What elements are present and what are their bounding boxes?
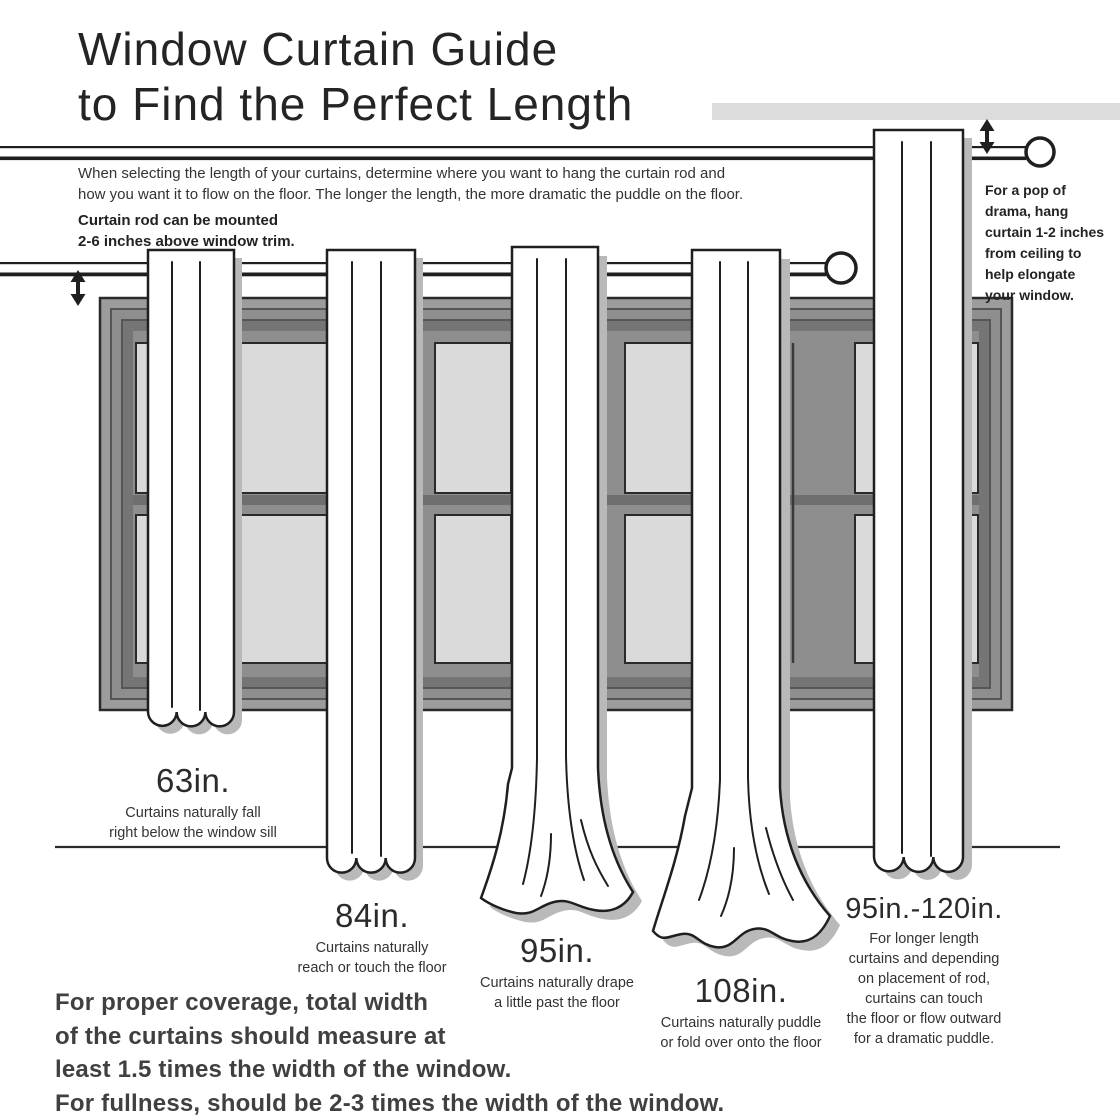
length-desc-line: on placement of rod, [857,971,991,987]
length-desc-line: Curtains naturally drape [480,975,634,991]
intro-line2: how you want it to flow on the floor. The longer the length, the more dramatic the puddle on the floor. [78,186,744,203]
length-desc-line: the floor or flow outward [846,1011,1002,1027]
length-desc-line: Curtains naturally puddle [660,1015,822,1031]
ceiling-gap-arrow-icon [980,119,995,154]
length-desc-line: Curtains naturally [315,940,429,956]
length-desc-line: right below the window sill [109,825,277,841]
page-title [78,22,633,132]
ceiling-rod-top-line [0,146,1026,148]
window-pane [625,515,700,663]
length-desc-line: a little past the floor [494,995,620,1011]
ceiling-rod-bottom-line [0,157,1026,161]
coverage-note [55,986,724,1120]
window-pane [625,343,700,493]
curtain-63in [148,250,242,734]
intro-line1: When selecting the length of your curtains, determine where you want to hang the curtain rod and [78,165,726,182]
ceiling-note-line: drama, hang [985,203,1069,219]
rod-mount-note-line2: 2-6 inches above window trim. [78,233,295,250]
curtain-84in [327,250,423,881]
length-desc-line: curtains and depending [848,951,1000,967]
length-desc-line: reach or touch the floor [297,960,447,976]
page-title-line1: Window Curtain Guide [78,23,559,75]
length-desc-line: or fold over onto the floor [660,1035,822,1051]
rod-mount-note [78,210,295,252]
coverage-note-line: For proper coverage, total width [55,989,429,1016]
ceiling-note-line: For a pop of [985,182,1066,198]
length-desc-line: For longer length [869,931,979,947]
length-value: 95in.-120in. [845,893,1003,925]
ceiling-bar [712,103,1120,120]
coverage-note-line: least 1.5 times the width of the window. [55,1056,512,1083]
intro-text [78,163,743,205]
length-value: 84in. [334,897,410,934]
length-value: 95in. [519,932,595,969]
curtain-95-120in [874,130,972,880]
ceiling-note-line: from ceiling to [985,245,1082,261]
coverage-note-line: of the curtains should measure at [55,1022,446,1050]
ceiling-rod-finial [1026,138,1054,166]
rod-mount-note-line1: Curtain rod can be mounted [78,212,279,229]
label-95-120in [799,893,1049,1049]
window-rod-finial [826,253,856,283]
ceiling-note-line: your window. [985,287,1074,303]
ceiling-note-line: help elongate [985,266,1076,282]
length-desc-line: Curtains naturally fall [125,805,261,821]
label-63in [68,762,318,843]
length-value: 63in. [155,762,231,799]
length-desc-line: for a dramatic puddle. [853,1031,995,1047]
length-value: 108in. [694,972,788,1009]
window-pane [435,343,511,493]
ceiling-hang-note [985,180,1120,306]
ceiling-note-line: curtain 1-2 inches [985,224,1105,240]
length-desc-line: curtains can touch [865,991,983,1007]
curtain-body [874,130,963,872]
curtain-body [148,250,234,726]
page-title-line2: to Find the Perfect Length [78,78,634,130]
curtain-body [327,250,415,873]
window-pane [435,515,511,663]
coverage-note-line: For fullness, should be 2-3 times the width of the window. [55,1089,725,1117]
